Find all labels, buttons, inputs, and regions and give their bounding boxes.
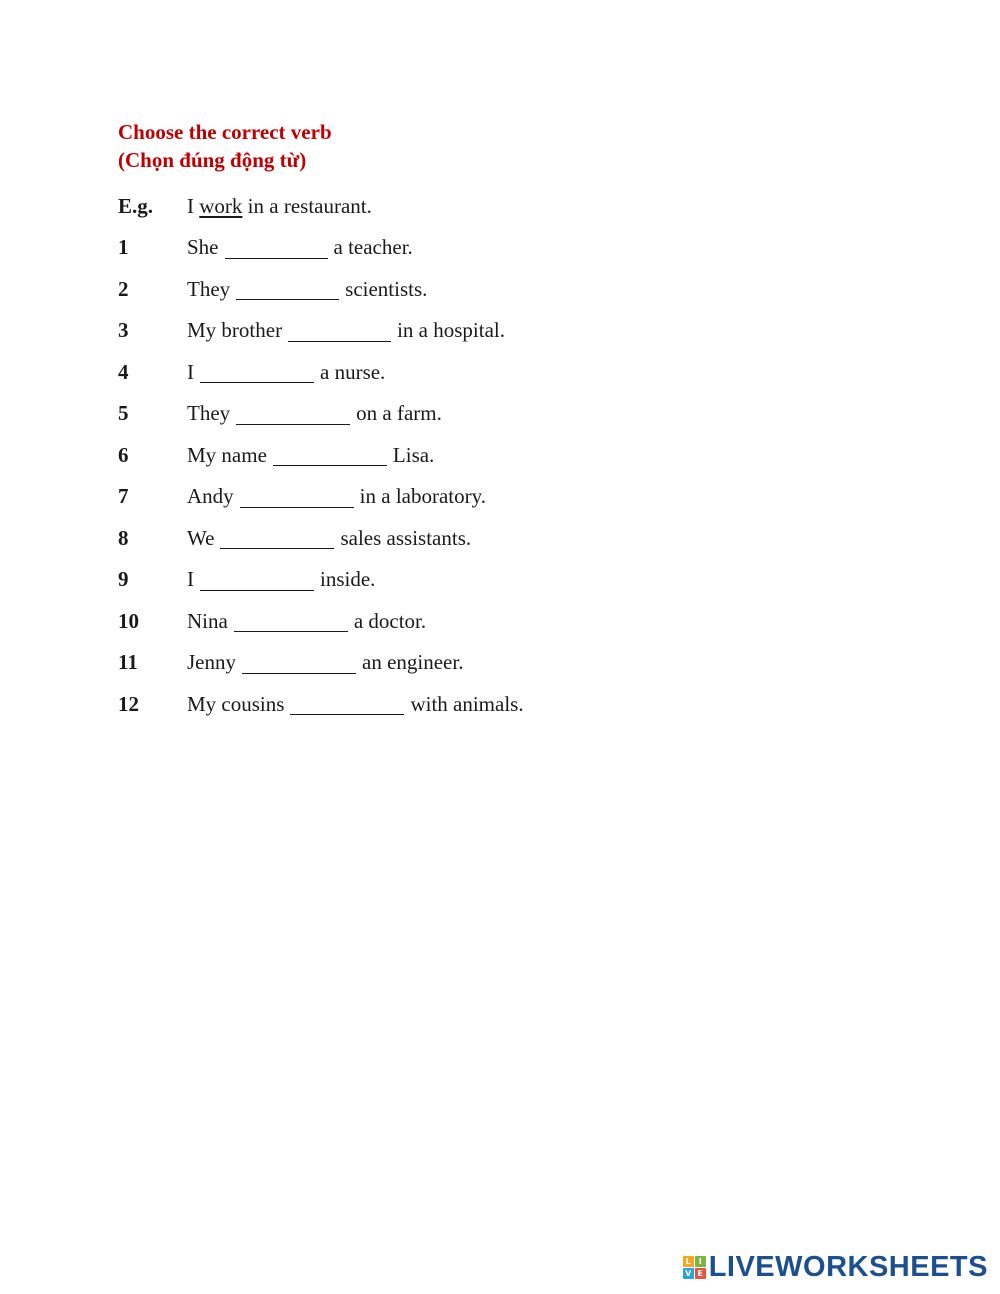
answer-blank-1[interactable] (225, 238, 328, 259)
question-end: Lisa. (392, 442, 435, 467)
answer-blank-2[interactable] (236, 279, 339, 300)
question-number: 11 (118, 650, 138, 675)
question-row (118, 683, 524, 725)
question-end: a doctor. (353, 608, 427, 633)
question-number: 6 (118, 442, 129, 467)
question-row (118, 476, 524, 518)
question-number: 12 (118, 691, 139, 716)
logo-tile-i-icon: I (695, 1256, 706, 1267)
question-end: a teacher. (333, 235, 413, 260)
logo-tile-l-icon: L (683, 1256, 694, 1267)
question-sentence (187, 441, 434, 469)
logo-grid-icon (683, 1256, 706, 1279)
question-start: Jenny (187, 650, 236, 675)
question-sentence (187, 648, 463, 676)
question-number: 7 (118, 484, 129, 509)
question-end: a nurse. (320, 359, 386, 384)
question-start: She (187, 235, 219, 260)
question-sentence (187, 358, 385, 386)
liveworksheets-logo[interactable] (683, 1251, 988, 1284)
question-number: 4 (118, 359, 129, 384)
answer-blank-9[interactable] (200, 570, 314, 591)
question-end: on a farm. (356, 401, 442, 426)
question-row (118, 351, 524, 393)
example-before: I (187, 193, 200, 218)
question-sentence (187, 482, 486, 510)
question-sentence (187, 316, 505, 344)
example-answer-word: work (199, 193, 243, 218)
question-sentence (187, 275, 427, 303)
question-start: My cousins (187, 691, 285, 716)
question-start: My name (187, 442, 267, 467)
question-start: I (187, 359, 194, 384)
question-start: My brother (187, 318, 283, 343)
logo-tile-e-icon: E (695, 1268, 706, 1279)
heading-title: Choose the correct verb (118, 120, 332, 144)
example-sentence (187, 192, 372, 220)
question-sentence (187, 524, 471, 552)
instructions-heading (118, 118, 332, 174)
question-number: 8 (118, 525, 129, 550)
question-end: an engineer. (362, 650, 464, 675)
answer-blank-4[interactable] (200, 362, 314, 383)
question-number: 10 (118, 608, 139, 633)
answer-blank-5[interactable] (236, 404, 350, 425)
answer-blank-8[interactable] (220, 528, 334, 549)
question-sentence (187, 399, 442, 427)
question-row (118, 227, 524, 269)
question-row (118, 434, 524, 476)
question-end: with animals. (410, 691, 524, 716)
exercise-list (118, 185, 524, 725)
question-row (118, 268, 524, 310)
example-after: in a restaurant. (242, 193, 372, 218)
question-end: sales assistants. (340, 525, 472, 550)
question-row (118, 310, 524, 352)
question-sentence (187, 565, 375, 593)
question-start: They (187, 401, 231, 426)
question-row (118, 642, 524, 684)
logo-text: LIVEWORKSHEETS (708, 1251, 988, 1283)
logo-tile-v-icon: V (683, 1268, 694, 1279)
answer-blank-12[interactable] (290, 694, 404, 715)
question-sentence (187, 690, 524, 718)
question-number: 5 (118, 401, 129, 426)
question-number: 1 (118, 235, 129, 260)
question-row (118, 600, 524, 642)
question-number: 9 (118, 567, 129, 592)
answer-blank-7[interactable] (240, 487, 354, 508)
question-number: 2 (118, 276, 129, 301)
question-start: We (187, 525, 215, 550)
question-start: Nina (187, 608, 228, 633)
answer-blank-6[interactable] (273, 445, 387, 466)
example-row (118, 185, 524, 227)
question-row (118, 517, 524, 559)
answer-blank-10[interactable] (234, 611, 348, 632)
question-end: inside. (320, 567, 376, 592)
example-label: E.g. (118, 193, 154, 218)
question-end: in a hospital. (397, 318, 505, 343)
question-sentence (187, 607, 426, 635)
question-number: 3 (118, 318, 129, 343)
question-start: Andy (187, 484, 234, 509)
question-end: in a laboratory. (359, 484, 487, 509)
answer-blank-3[interactable] (288, 321, 391, 342)
question-row (118, 393, 524, 435)
question-row (118, 559, 524, 601)
question-end: scientists. (345, 276, 428, 301)
heading-translation: (Chọn đúng động từ) (118, 148, 307, 172)
answer-blank-11[interactable] (242, 653, 356, 674)
question-start: They (187, 276, 231, 301)
question-sentence (187, 233, 413, 261)
question-start: I (187, 567, 194, 592)
